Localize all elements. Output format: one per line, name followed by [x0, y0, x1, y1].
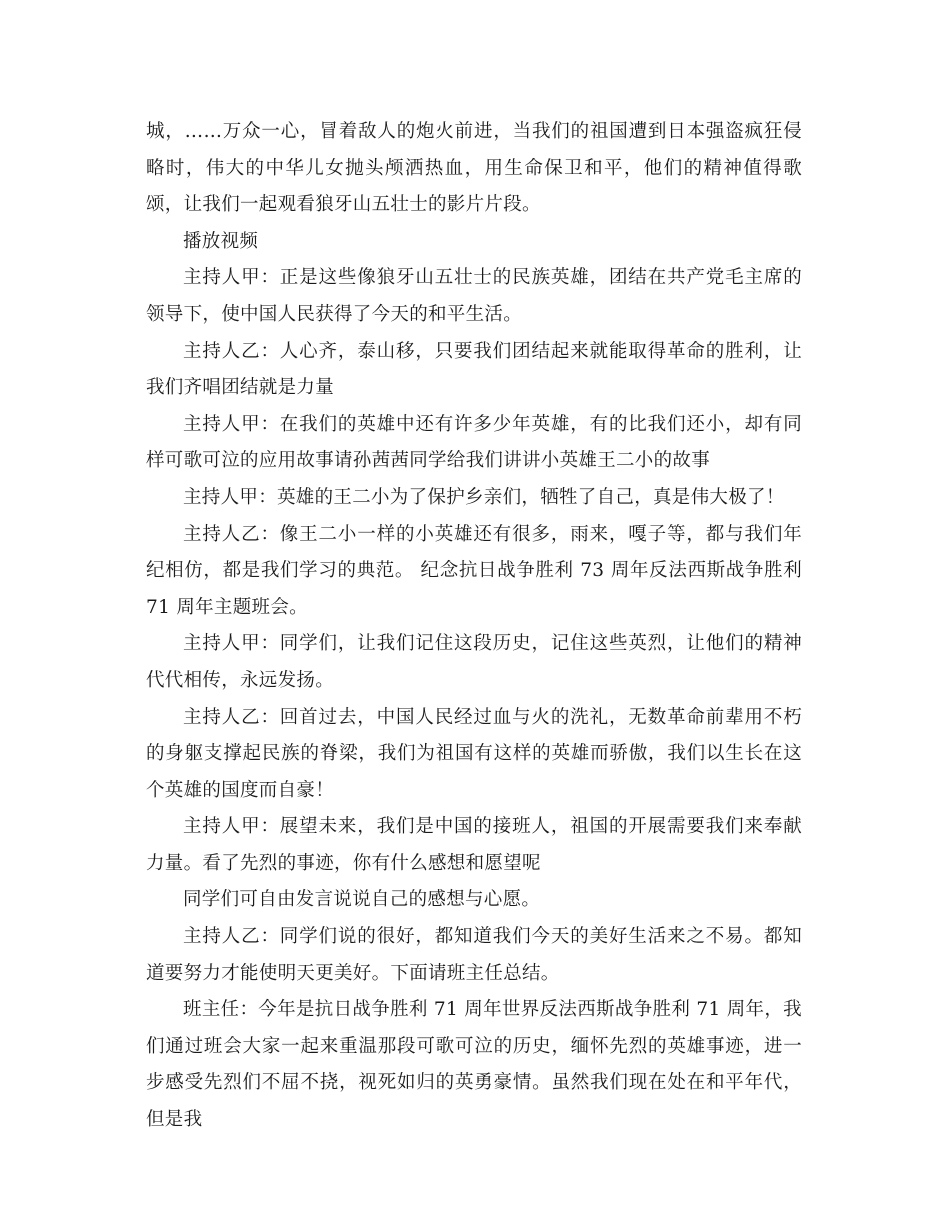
paragraph: 主持人甲：在我们的英雄中还有许多少年英雄，有的比我们还小，却有同样可歌可泣的应用故事请孙茜茜同学给我们讲讲小英雄王二小的故事: [146, 413, 802, 472]
paragraph: 主持人乙：回首过去，中国人民经过血与火的洗礼，无数革命前辈用不朽的身躯支撑起民族的脊梁，我们为祖国有这样的英雄而骄傲，我们以生长在这个英雄的国度而自豪！: [146, 706, 802, 801]
paragraph: 主持人甲：正是这些像狼牙山五壮士的民族英雄，团结在共产党毛主席的领导下，使中国人民获得了今天的和平生活。: [146, 267, 802, 325]
paragraph: 同学们可自由发言说说自己的感想与心愿。: [183, 889, 541, 911]
paragraph: 主持人甲：英雄的王二小为了保护乡亲们，牺牲了自己，真是伟大极了！: [183, 486, 785, 508]
paragraph: 主持人乙：人心齐，泰山移，只要我们团结起来就能取得革命的胜利，让我们齐唱团结就是力量: [146, 340, 802, 399]
document-body: [146, 114, 802, 1139]
paragraph: 主持人乙：像王二小一样的小英雄还有很多，雨来，嘎子等，都与我们年纪相仿，都是我们学习的典范。 纪念抗日战争胜利 73 周年反法西斯战争胜利 71 周年主题班会。: [146, 523, 802, 618]
paragraph: 主持人甲：同学们，让我们记住这段历史，记住这些英烈，让他们的精神代代相传，永远发扬。: [146, 633, 802, 691]
paragraph: 主持人甲：展望未来，我们是中国的接班人，祖国的开展需要我们来奉献力量。看了先烈的事迹，你有什么感想和愿望呢: [146, 816, 802, 874]
paragraph: 主持人乙：同学们说的很好，都知道我们今天的美好生活来之不易。都知道要努力才能使明天更美好。下面请班主任总结。: [146, 926, 802, 984]
paragraph: 城，……万众一心，冒着敌人的炮火前进，当我们的祖国遭到日本强盗疯狂侵略时，伟大的中华儿女抛头颅洒热血，用生命保卫和平，他们的精神值得歌颂，让我们一起观看狼牙山五壮士的影片片段。: [146, 121, 802, 216]
paragraph: 播放视频: [183, 230, 259, 252]
paragraph: 班主任：今年是抗日战争胜利 71 周年世界反法西斯战争胜利 71 周年，我们通过班会大家一起来重温那段可歌可泣的历史，缅怀先烈的英雄事迹，进一步感受先烈们不屈不挠，视死如归的英勇豪情。虽然我们现在处在和平年代，但是我: [146, 999, 802, 1131]
